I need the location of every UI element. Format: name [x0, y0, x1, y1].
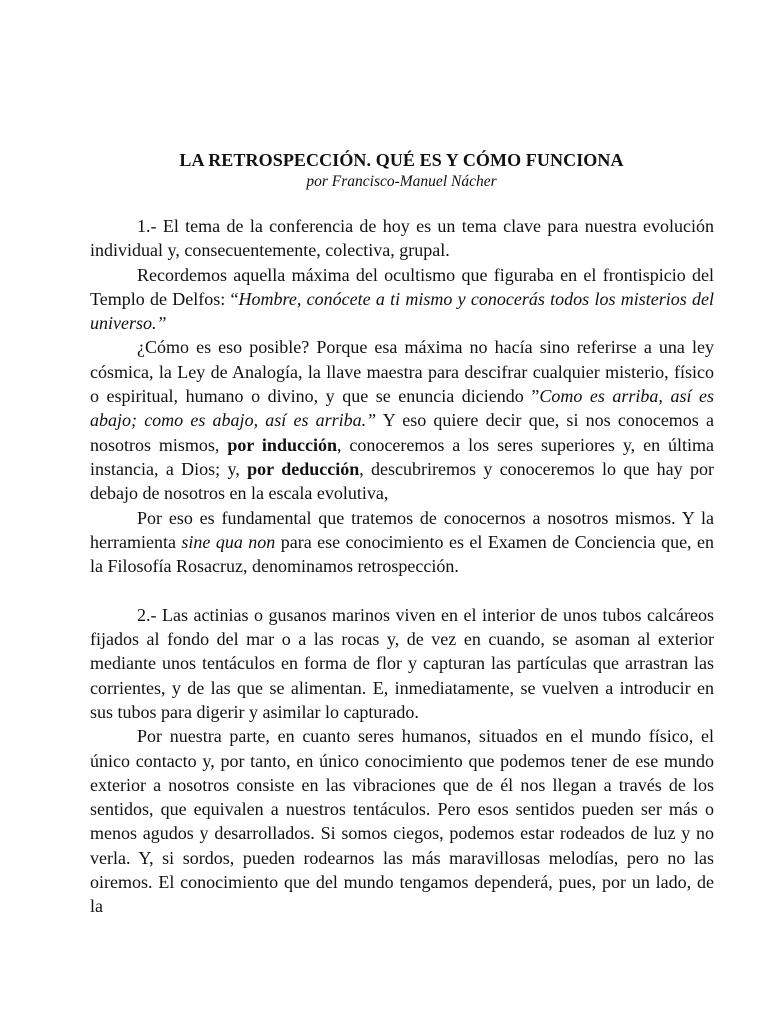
document-title: LA RETROSPECCIÓN. QUÉ ES Y CÓMO FUNCIONA [179, 150, 624, 170]
paragraph-4 [90, 506, 714, 579]
paragraph-1: 1.- El tema de la conferencia de hoy es un tema clave para nuestra evolución individual y, consecuentemente, colectiva, grupal. [90, 216, 714, 261]
sine-qua-non: sine qua non [181, 531, 276, 552]
paragraph-6: Por nuestra parte, en cuanto seres humanos, situados en el mundo físico, el único contacto y, por tanto, en único conocimiento que podemos tener de ese mundo exterior a nosotros consiste en las vibraciones que de él nos llegan a través de los sentidos, que equivalen a nuestros tentáculos. Pero esos sentidos pueden ser más o menos agudos y desarrollados. Si somos ciegos, podemos estar rodeados de luz y no verla. Y, si sordos, pueden rodearnos las más maravillosas melodías, pero no las oiremos. El conocimiento que del mundo tengamos dependerá, pues, por un lado, de la [90, 726, 714, 917]
paragraph-3-text-d: , descubriremos y conoceremos lo que hay por debajo de nosotros en la escala evolutiva, [90, 458, 714, 504]
delfos-quote: Hombre, conócete a ti mismo y conocerás todos los misterios del universo.” [90, 288, 714, 334]
bold-deduccion: por deducción [247, 458, 360, 479]
analogy-quote: Como es arriba, así es abajo; como es abajo, así es arriba.” [90, 386, 714, 431]
paragraph-3-text-a: ¿Cómo es eso posible? Porque esa máxima no hacía sino referirse a una ley cósmica, la Ley de Analogía, la llave maestra para descifrar cualquier misterio, físico o espiritual, humano o divino, y que se enuncia diciendo ” [90, 337, 714, 407]
document-body [90, 214, 714, 919]
paragraph-2 [90, 263, 714, 336]
paragraph-4-text-a: Por eso es fundamental que tratemos de conocernos a nosotros mismos. Y la herramienta [90, 507, 714, 552]
document-header [90, 148, 713, 192]
bold-induccion: por inducción [227, 434, 337, 455]
paragraph-3 [90, 335, 714, 505]
paragraph-3-text-b: Y eso quiere decir que, si nos conocemos a nosotros mismos, [90, 410, 714, 455]
paragraph-2-text: Recordemos aquella máxima del ocultismo que figuraba en el frontispicio del Templo de Delfos: “ [90, 264, 714, 309]
paragraph-5: 2.- Las actinias o gusanos marinos viven en el interior de unos tubos calcáreos fijados al fondo del mar o a las rocas y, de vez en cuando, se asoman al exterior mediante unos tentáculos en forma de flor y capturan las partículas que arrastran las corrientes, y de las que se alimentan. E, inmediatamente, se vuelven a introducir en sus tubos para digerir y asimilar lo capturado. [90, 604, 714, 722]
document-byline: por Francisco-Manuel Nácher [306, 173, 497, 190]
paragraph-4-text-b: para ese conocimiento es el Examen de Conciencia que, en la Filosofía Rosacruz, denominamos retrospección. [90, 531, 714, 577]
paragraph-3-text-c: , conoceremos a los seres superiores y, en última instancia, a Dios; y, [90, 434, 714, 479]
